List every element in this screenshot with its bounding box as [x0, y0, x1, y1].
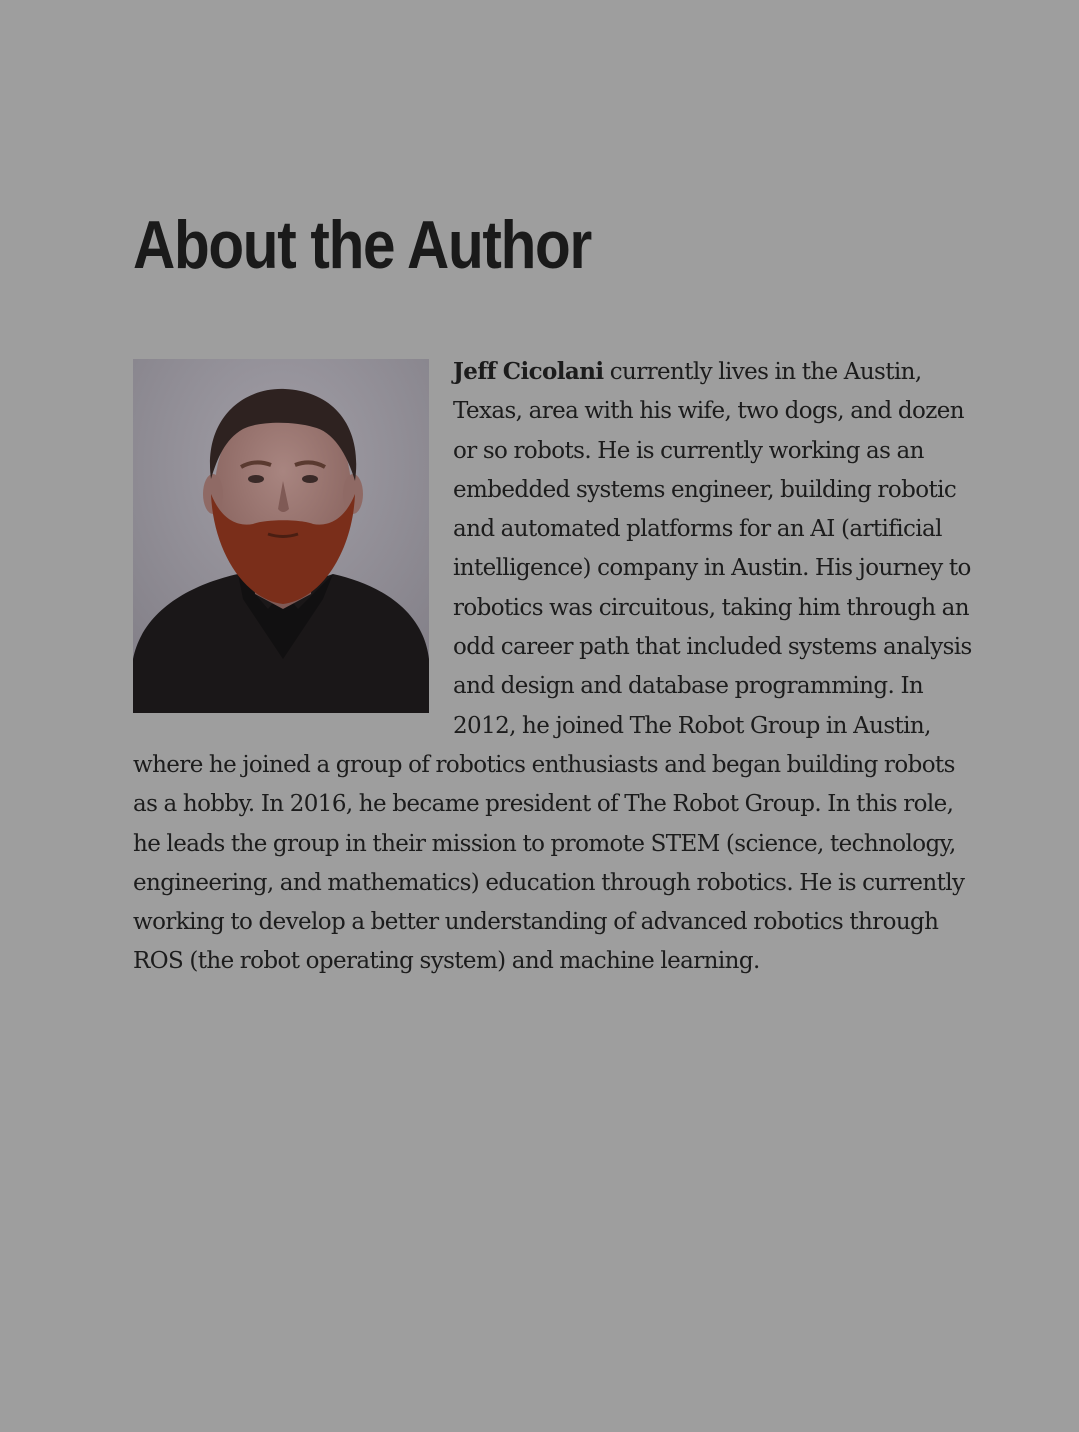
- author-bio: [133, 352, 983, 982]
- author-photo: [133, 359, 429, 713]
- author-portrait-icon: [133, 359, 429, 713]
- page-title: About the Author: [133, 207, 591, 283]
- author-name: Jeff Cicolani: [453, 358, 604, 385]
- bio-text: currently lives in the Austin, Texas, area with his wife, two dogs, and dozen or so robots. He is currently working as an embedded systems engineer, building robotic and automated platforms for an AI (artificial intelligence) company in Austin. His journey to robotics was circuitous, taking him through an odd career path that included systems analysis and design and database programming. In 2012, he joined The Robot Group in Austin, where he joined a group of robotics enthusiasts and began building robots as a hobby. In 2016, he became president of The Robot Group. In this role, he leads the group in their mission to promote STEM (science, technology, engineering, and mathematics) education through robotics. He is currently working to develop a better understanding of advanced robotics through ROS (the robot operating system) and machine learning.: [133, 359, 972, 975]
